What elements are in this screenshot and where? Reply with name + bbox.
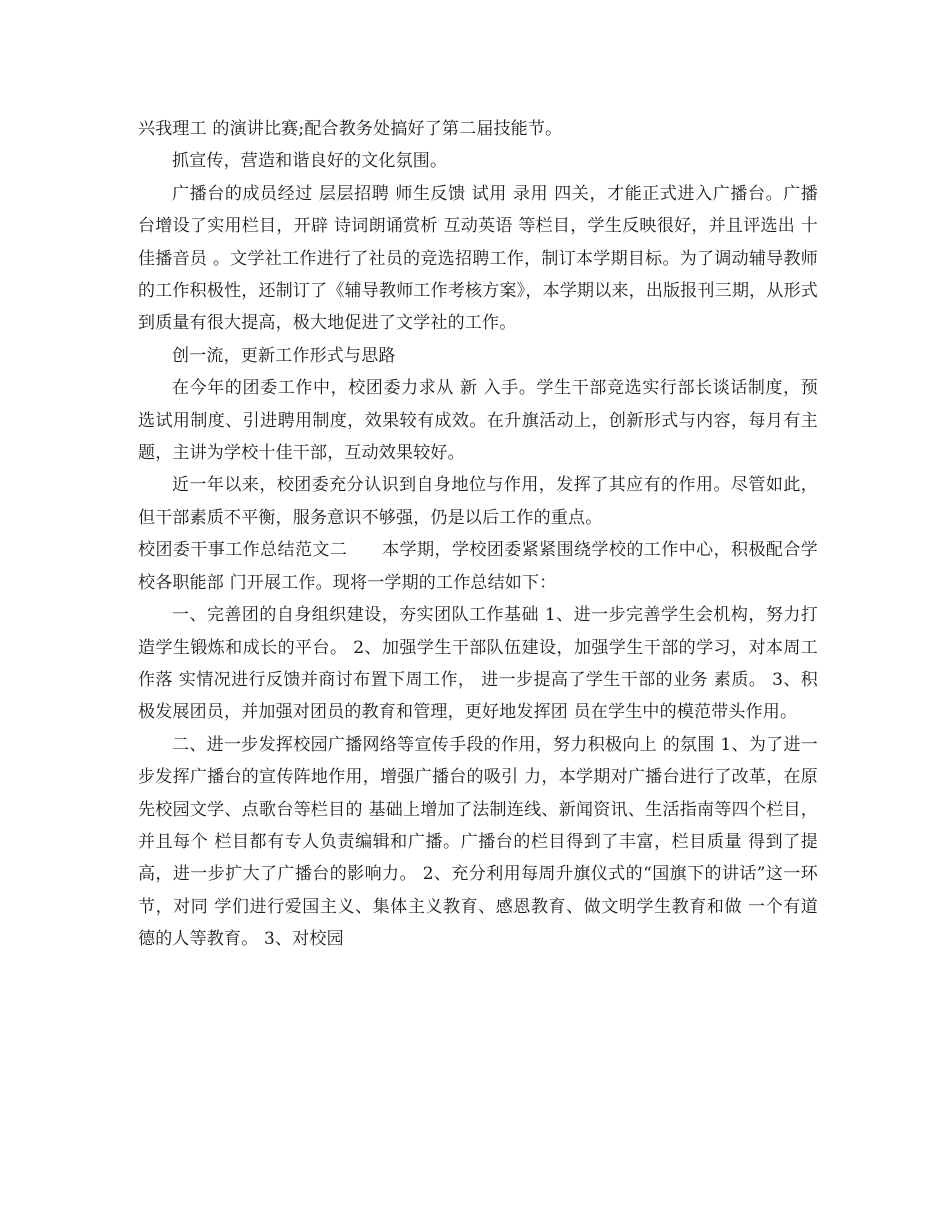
section-heading: 创一流，更新工作形式与思路 [172,345,396,366]
paragraph: 一、完善团的自身组织建设，夯实团队工作基础 1、进一步完善学生会机构，努力打造学生锻炼和成长的平台。 2、加强学生干部队伍建设，加强学生干部的学习，对本周工作落 实情况进行反馈并商讨布置下周工作， 进一步提高了学生干部的业务 素质。 3、积极发展团员，并加强对团员的教育和管理，更好地发挥团 员在学生中的模范带头作用。 [138,605,818,723]
section-heading: 抓宣传，营造和谐良好的文化氛围。 [172,151,448,172]
document-body [138,113,818,956]
paragraph: 在今年的团委工作中，校团委力求从 新 入手。学生干部竞选实行部长谈话制度，预选试用制度、引进聘用制度，效果较有成效。在升旗活动上，创新形式与内容，每月有主题，主讲为学校十佳干部，互动效果较好。 [138,378,818,464]
paragraph: 二、进一步发挥校园广播网络等宣传手段的作用，努力积极向上 的氛围 1、为了进一步发挥广播台的宣传阵地作用，增强广播台的吸引 力，本学期对广播台进行了改革，在原先校园文学、点歌台等栏目的 基础上增加了法制连线、新闻资讯、生活指南等四个栏目，并且每个 栏目都有专人负责编辑和广播。广播台的栏目得到了丰富，栏目质量 得到了提高，进一步扩大了广播台的影响力。 2、充分利用每周升旗仪式的“国旗下的讲话”这一环节，对同 学们进行爱国主义、集体主义教育、感恩教育、做文明学生教育和做 一个有道德的人等教育。 3、对校园 [138,734,818,950]
paragraph: 兴我理工 的演讲比赛;配合教务处搞好了第二届技能节。 [138,119,563,139]
paragraph: 校团委干事工作总结范文二 本学期，学校团委紧紧围绕学校的工作中心，积极配合学校各职能部 门开展工作。现将一学期的工作总结如下： [138,540,818,593]
paragraph: 广播台的成员经过 层层招聘 师生反馈 试用 录用 四关，才能正式进入广播台。广播台增设了实用栏目，开辟 诗词朗诵赏析 互动英语 等栏目，学生反映很好，并且评选出 十佳播音员 。文学社工作进行了社员的竞选招聘工作，制订本学期目标。为了调动辅导教师的工作积极性，还制订了《辅导教师工作考核方案》，本学期以来，出版报刊三期，从形式到质量有很大提高，极大地促进了文学社的工作。 [138,183,818,334]
paragraph: 近一年以来，校团委充分认识到自身地位与作用，发挥了其应有的作用。尽管如此，但干部素质不平衡，服务意识不够强，仍是以后工作的重点。 [138,475,818,528]
